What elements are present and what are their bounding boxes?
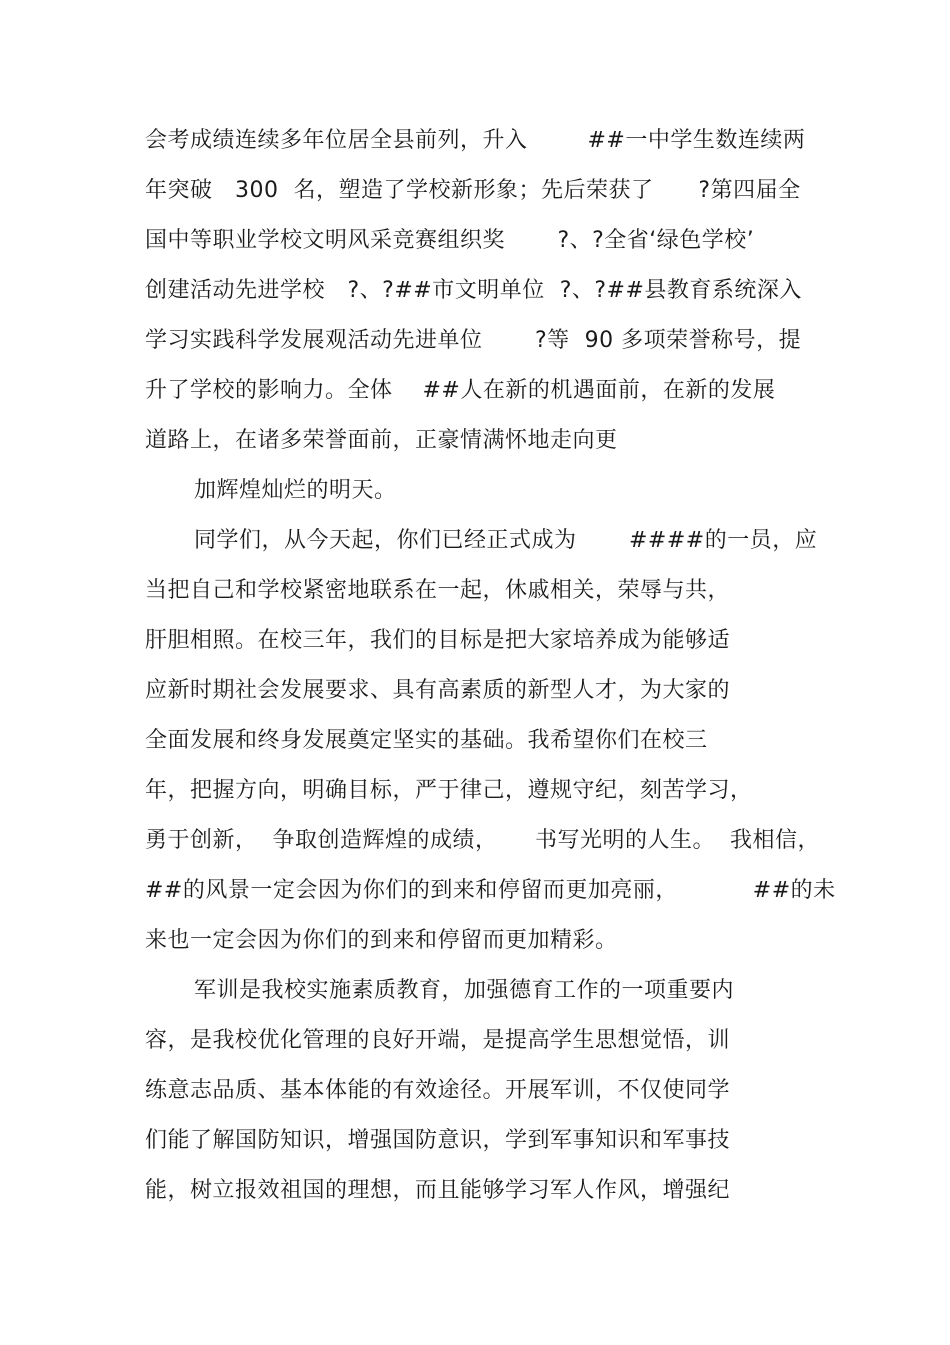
- text-line: 们能了解国防知识，增强国防意识，学到军事知识和军事技: [145, 1128, 731, 1153]
- paragraph-first-line: 同学们，从今天起，你们已经正式成为 ####的一员，应: [194, 528, 818, 553]
- paragraph-first-line: 军训是我校实施素质教育，加强德育工作的一项重要内: [194, 978, 735, 1003]
- text-line: 来也一定会因为你们的到来和停留而更加精彩。: [145, 928, 618, 953]
- text-line: 国中等职业学校文明风采竞赛组织奖 ?、?全省‘绿色学校’: [145, 228, 755, 253]
- text-line: 当把自己和学校紧密地联系在一起，休戚相关，荣辱与共，: [145, 578, 731, 603]
- text-line: 会考成绩连续多年位居全县前列，升入 ##一中学生数连续两: [145, 128, 806, 153]
- text-line: 创建活动先进学校 ?、?##市文明单位 ?、?##县教育系统深入: [145, 278, 802, 303]
- text-line: 升了学校的影响力。全体 ##人在新的机遇面前，在新的发展: [145, 378, 776, 403]
- text-line: ##的风景一定会因为你们的到来和停留而更加亮丽， ##的未: [145, 878, 836, 903]
- text-line: 年突破 300 名，塑造了学校新形象；先后荣获了 ?第四届全: [145, 178, 801, 203]
- text-line: 全面发展和终身发展奠定坚实的基础。我希望你们在校三: [145, 728, 708, 753]
- text-line: 道路上，在诸多荣誉面前，正豪情满怀地走向更: [145, 428, 618, 453]
- text-line: 练意志品质、基本体能的有效途径。开展军训，不仅使同学: [145, 1078, 731, 1103]
- paragraph-end-line: 加辉煌灿烂的明天。: [194, 478, 397, 503]
- text-line: 勇于创新， 争取创造辉煌的成绩， 书写光明的人生。 我相信，: [145, 828, 820, 853]
- text-line: 应新时期社会发展要求、具有高素质的新型人才，为大家的: [145, 678, 731, 703]
- text-line: 肝胆相照。在校三年，我们的目标是把大家培养成为能够适: [145, 628, 731, 653]
- text-line: 容，是我校优化管理的良好开端，是提高学生思想觉悟，训: [145, 1028, 731, 1053]
- text-line: 学习实践科学发展观活动先进单位 ?等 90 多项荣誉称号，提: [145, 328, 802, 353]
- text-line: 能，树立报效祖国的理想，而且能够学习军人作风，增强纪: [145, 1178, 731, 1203]
- text-line: 年，把握方向，明确目标，严于律己，遵规守纪，刻苦学习，: [145, 778, 753, 803]
